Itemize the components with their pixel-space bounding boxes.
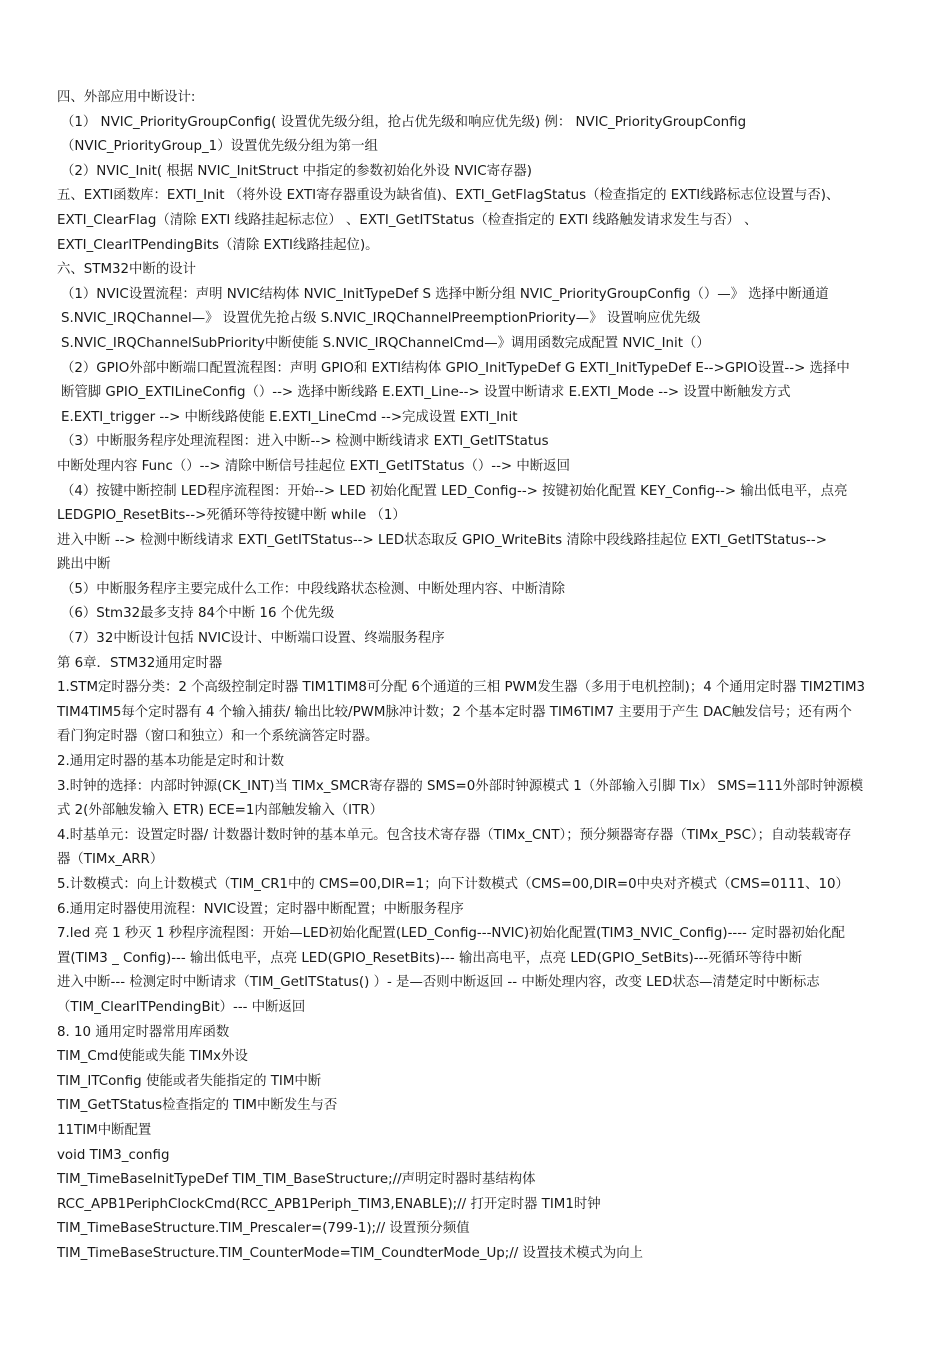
text-line: 4.时基单元：设置定时器/ 计数器计数时钟的基本单元。包含技术寄存器（TIMx_CNT）；预分频器寄存器（TIMx_PSC）；自动装载寄存	[57, 827, 852, 843]
text-line: TIM_ITConfig 使能或者失能指定的 TIM中断	[57, 1073, 322, 1089]
text-line: void TIM3_config	[57, 1147, 170, 1163]
document-page	[57, 86, 897, 1267]
text-line: （7）32中断设计包括 NVIC设计、中断端口设置、终端服务程序	[61, 631, 445, 647]
text-line: （5）中断服务程序主要完成什么工作：中段线路状态检测、中断处理内容、中断清除	[61, 581, 565, 597]
text-line: （6）Stm32最多支持 84个中断 16 个优先级	[61, 606, 335, 622]
text-line: 跳出中断	[57, 557, 111, 573]
text-line: TIM4TIM5每个定时器有 4 个输入捕获/ 输出比较/PWM脉冲计数；2 个基本定时器 TIM6TIM7 主要用于产生 DAC触发信号；还有两个	[57, 704, 852, 720]
text-line: （2）NVIC_Init( 根据 NVIC_InitStruct 中指定的参数初始化外设 NVIC寄存器)	[61, 163, 533, 179]
text-line: 5.计数模式：向上计数模式（TIM_CR1中的 CMS=00,DIR=1；向下计数模式（CMS=00,DIR=0中央对齐模式（CMS=0111、10）	[57, 877, 849, 892]
text-line: （4）按键中断控制 LED程序流程图：开始--> LED 初始化配置 LED_Config--> 按键初始化配置 KEY_Config--> 输出低电平，点亮	[61, 483, 848, 499]
text-line: TIM_TimeBaseStructure.TIM_CounterMode=TIM_CoundterMode_Up;// 设置技术模式为向上	[57, 1245, 644, 1261]
text-line: TIM_GetTStatus检查指定的 TIM中断发生与否	[57, 1098, 338, 1114]
text-line: 断管脚 GPIO_EXTILineConfig（）--> 选择中断线路 E.EXTI_Line--> 设置中断请求 E.EXTI_Mode --> 设置中断触发方式	[61, 385, 791, 401]
text-line: 置(TIM3 _ Config)--- 输出低电平，点亮 LED(GPIO_ResetBits)--- 输出高电平，点亮 LED(GPIO_SetBits)---死循环等待中断	[57, 950, 803, 966]
text-line: （NVIC_PriorityGroup_1）设置优先级分组为第一组	[61, 139, 378, 155]
text-line: TIM_TimeBaseStructure.TIM_Prescaler=(799-1);// 设置预分频值	[57, 1221, 470, 1237]
text-line: 四、外部应用中断设计:	[57, 90, 196, 105]
text-line: E.EXTI_trigger --> 中断线路使能 E.EXTI_LineCmd -->完成设置 EXTI_Init	[61, 409, 518, 425]
text-line: S.NVIC_IRQChannel—》 设置优先抢占级 S.NVIC_IRQChannelPreemptionPriority—》 设置响应优先级	[61, 311, 701, 327]
text-line: 1.STM定时器分类：2 个高级控制定时器 TIM1TIM8可分配 6个通道的三相 PWM发生器（多用于电机控制)；4 个通用定时器 TIM2TIM3	[57, 680, 866, 696]
text-line: （1）NVIC设置流程：声明 NVIC结构体 NVIC_InitTypeDef S 选择中断分组 NVIC_PriorityGroupConfig（）—》 选择中断通道	[61, 286, 829, 302]
text-line: 7.led 亮 1 秒灭 1 秒程序流程图：开始—LED初始化配置(LED_Config---NVIC)初始化配置(TIM3_NVIC_Config)---- 定时器初始化配	[57, 926, 845, 942]
text-line: （2）GPIO外部中断端口配置流程图：声明 GPIO和 EXTI结构体 GPIO_InitTypeDef G EXTI_InitTypeDef E-->GPIO设置--> 选择中	[61, 360, 850, 376]
text-line: 式 2(外部触发输入 ETR) ECE=1内部触发输入（ITR）	[57, 803, 383, 819]
text-line: 五、EXTI函数库：EXTI_Init （将外设 EXTI寄存器重设为缺省值)、EXTI_GetFlagStatus（检查指定的 EXTI线路标志位设置与否)、	[57, 188, 840, 204]
text-line: 6.通用定时器使用流程：NVIC设置；定时器中断配置；中断服务程序	[57, 901, 464, 917]
text-line: （1） NVIC_PriorityGroupConfig( 设置优先级分组，抢占优先级和响应优先级) 例： NVIC_PriorityGroupConfig	[61, 114, 747, 130]
text-line: 第 6章．STM32通用定时器	[57, 655, 223, 671]
text-line: 中断处理内容 Func（）--> 清除中断信号挂起位 EXTI_GetITStatus（）--> 中断返回	[57, 458, 570, 474]
text-line: 进入中断--- 检测定时中断请求（TIM_GetITStatus() ）- 是—否则中断返回 -- 中断处理内容，改变 LED状态—清楚定时中断标志	[57, 975, 820, 991]
text-line: 进入中断 --> 检测中断线请求 EXTI_GetITStatus--> LED状态取反 GPIO_WriteBits 清除中段线路挂起位 EXTI_GetITStatus-->	[57, 532, 827, 548]
text-line: 11TIM中断配置	[57, 1122, 152, 1138]
text-line: EXTI_ClearFlag（清除 EXTI 线路挂起标志位） 、EXTI_GetITStatus（检查指定的 EXTI 线路触发请求发生与否） 、	[57, 212, 758, 228]
text-line: （3）中断服务程序处理流程图：进入中断--> 检测中断线请求 EXTI_GetITStatus	[61, 434, 549, 450]
text-line: LEDGPIO_ResetBits-->死循环等待按键中断 while （1）	[57, 508, 406, 524]
text-line: 六、STM32中断的设计	[57, 262, 197, 278]
text-line: 2.通用定时器的基本功能是定时和计数	[57, 754, 285, 770]
text-line: （TIM_ClearITPendingBit）--- 中断返回	[57, 999, 306, 1015]
text-line: 8. 10 通用定时器常用库函数	[57, 1024, 230, 1040]
text-line: RCC_APB1PeriphClockCmd(RCC_APB1Periph_TIM3,ENABLE);// 打开定时器 TIM1时钟	[57, 1196, 601, 1212]
text-line: S.NVIC_IRQChannelSubPriority中断使能 S.NVIC_IRQChannelCmd—》调用函数完成配置 NVIC_Init（）	[61, 335, 710, 351]
text-line: EXTI_ClearITPendingBits（清除 EXTI线路挂起位)。	[57, 237, 379, 253]
text-line: 看门狗定时器（窗口和独立）和一个系统滴答定时器。	[57, 729, 379, 745]
text-line: TIM_TimeBaseInitTypeDef TIM_TIM_BaseStructure;//声明定时器时基结构体	[57, 1172, 536, 1188]
text-line: 器（TIMx_ARR）	[57, 852, 164, 868]
text-line: 3.时钟的选择：内部时钟源(CK_INT)当 TIMx_SMCR寄存器的 SMS=0外部时钟源模式 1（外部输入引脚 TIx） SMS=111外部时钟源模	[57, 778, 864, 794]
text-line: TIM_Cmd使能或失能 TIMx外设	[57, 1049, 248, 1065]
